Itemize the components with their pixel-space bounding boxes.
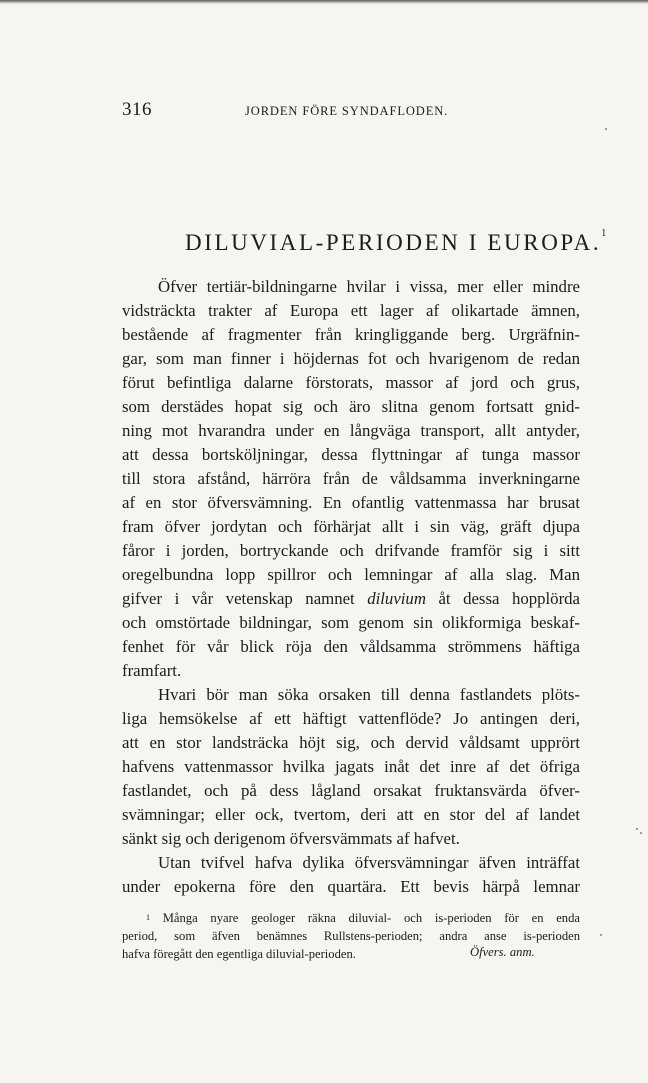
body-line: fastlandet, och på dess lågland orsakat fruktansvärda öfver- — [122, 781, 580, 800]
footnote-line: hafva föregått den egentliga diluvial-perioden. — [122, 947, 356, 961]
scan-speck — [640, 832, 642, 834]
body-line: fåror i jorden, bortryckande och drifvande framför sig i sitt — [122, 541, 580, 560]
scan-speck — [600, 934, 602, 936]
body-line: förut befintliga dalarne förstorats, massor af jord och grus, — [122, 373, 580, 392]
body-line — [122, 587, 580, 611]
body-line: bestående af fragmenter från kringliggande berg. Urgräfnin- — [122, 325, 580, 344]
body-line: vidsträckta trakter af Europa ett lager af olikartade ämnen, — [122, 301, 580, 320]
body-line: Hvari bör man söka orsaken till denna fastlandets plöts- — [158, 685, 580, 704]
emphasized-term: diluvium — [367, 589, 426, 608]
body-line: Öfver tertiär-bildningarne hvilar i vissa, mer eller mindre — [158, 277, 580, 296]
body-line: fenhet för vår blick röja den våldsamma strömmens häftiga — [122, 637, 580, 656]
body-text: gifver i vår vetenskap namnet — [122, 589, 355, 608]
footnote-text: Många nyare geologer räkna diluvial- och is-perioden för en enda — [162, 911, 580, 925]
scan-speck — [636, 828, 638, 830]
body-line: fram öfver jordytan och förhärjat allt i sin väg, gräft djupa — [122, 517, 580, 536]
body-line: svämningar; eller ock, tvertom, deri att en stor del af landet — [122, 805, 580, 824]
body-line: som derstädes hopat sig och äro slitna genom fortsatt gnid- — [122, 397, 580, 416]
body-line: och omstörtade bildningar, som genom sin olikformiga beskaf- — [122, 613, 580, 632]
footnote-line: period, som äfven benämnes Rullstens-perioden; andra anse is-perioden — [122, 929, 580, 943]
body-line: ning mot hvarandra under en långväga transport, allt antyder, — [122, 421, 580, 440]
body-line: Utan tvifvel hafva dylika öfversvämningar äfven inträffat — [158, 853, 580, 872]
footnote-line — [146, 909, 580, 927]
footnote-signature: Öfvers. anm. — [470, 945, 535, 959]
footnote-mark: 1 — [146, 913, 150, 922]
body-line: under epokerna före den quartära. Ett bevis härpå lemnar — [122, 877, 580, 896]
scan-speck — [605, 128, 607, 130]
body-text: åt dessa hopplörda — [438, 589, 580, 608]
chapter-title — [185, 230, 606, 256]
body-line: gar, som man finner i höjdernas fot och hvarigenom de redan — [122, 349, 580, 368]
page-edge — [0, 0, 648, 4]
body-line: till stora afstånd, härröra från de våldsamma inverkningarne — [122, 469, 580, 488]
page-number: 316 — [122, 99, 152, 120]
chapter-title-text: DILUVIAL-PERIODEN I EUROPA. — [185, 230, 602, 255]
footnote-reference: 1 — [601, 228, 607, 239]
body-line: liga hemsökelse af ett häftigt vattenflöde? Jo antingen deri, — [122, 709, 580, 728]
body-line: sänkt sig och derigenom öfversvämmats af hafvet. — [122, 829, 460, 848]
running-head: JORDEN FÖRE SYNDAFLODEN. — [245, 104, 449, 118]
body-line: framfart. — [122, 661, 182, 680]
body-line: att en stor landsträcka höjt sig, och dervid våldsamt upprört — [122, 733, 580, 752]
body-line: att dessa bortsköljningar, dessa flyttningar af tunga massor — [122, 445, 580, 464]
body-line: oregelbundna lopp spillror och lemningar af alla slag. Man — [122, 565, 580, 584]
body-line: af en stor öfversvämning. En ofantlig vattenmassa har brusat — [122, 493, 580, 512]
body-line: hafvens vattenmassor hvilka jagats inåt det inre af det öfriga — [122, 757, 580, 776]
